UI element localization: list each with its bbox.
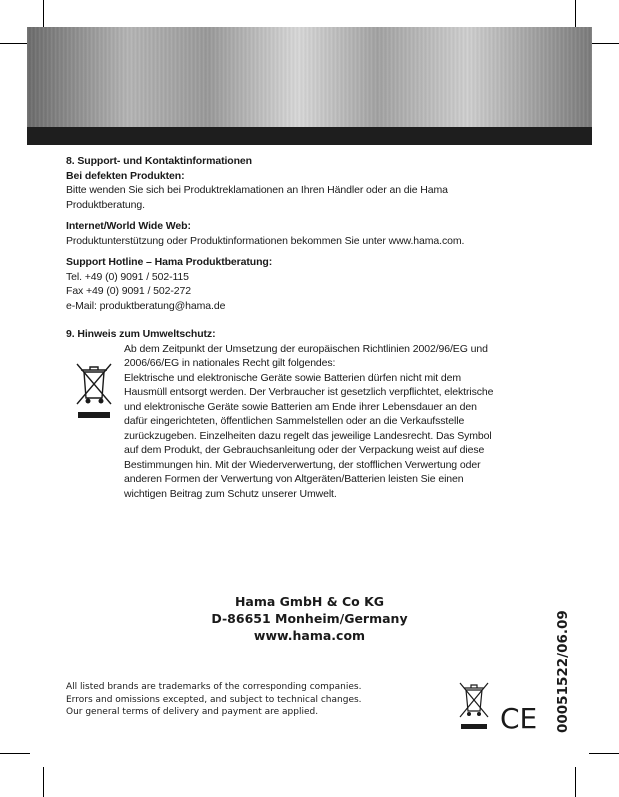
crossed-out-wheelie-bin-icon (458, 680, 490, 734)
environment-line: anderen Formen der Verwertung von Altgeräten/Batterien leisten Sie einen (124, 473, 464, 485)
environment-block (66, 342, 546, 502)
crop-mark (589, 43, 619, 44)
hotline-tel: Tel. +49 (0) 9091 / 502-115 (66, 270, 189, 283)
article-number: 00051522/06.09 (555, 610, 571, 733)
environment-line: wichtigen Beitrag zum Schutz unserer Umwelt. (124, 487, 337, 500)
environment-line: Ab dem Zeitpunkt der Umsetzung der europäischen Richtlinien 2002/96/EG und (124, 342, 488, 355)
legal-notes (66, 681, 426, 719)
legal-line-2: Errors and omissions excepted, and subject to technical changes. (66, 694, 362, 705)
crop-mark (43, 0, 44, 30)
crop-mark (589, 753, 619, 754)
web-title: Internet/World Wide Web: (66, 220, 191, 232)
environment-heading: 9. Hinweis zum Umweltschutz: (66, 328, 216, 340)
environment-line: und elektronische Geräte sowie Batterien am Ende ihrer Lebensdauer an den (124, 400, 477, 413)
environment-line: Elektrische und elektronische Geräte sowie Batterien dürfen nicht mit dem (124, 371, 462, 384)
crop-mark (43, 767, 44, 797)
ce-mark-icon (500, 703, 544, 731)
hotline-email: e-Mail: produktberatung@hama.de (66, 299, 226, 312)
crop-mark (575, 0, 576, 30)
brushed-metal-banner (27, 27, 592, 127)
environment-line: dafür eingerichteten, öffentlichen Sammelstellen oder an die Verkaufsstelle (124, 415, 465, 427)
company-website: www.hama.com (253, 628, 366, 643)
legal-line-3: Our general terms of delivery and payment are applied. (66, 707, 319, 717)
crossed-out-wheelie-bin-icon (74, 360, 114, 426)
support-heading: 8. Support- und Kontaktinformationen (66, 155, 252, 167)
company-name: Hama GmbH & Co KG (234, 594, 385, 609)
company-block (0, 593, 619, 644)
environment-line: auf dem Produkt, der Gebrauchsanleitung oder der Verpackung weist auf diese (124, 444, 485, 456)
legal-line-1: All listed brands are trademarks of the corresponding companies. (66, 682, 362, 692)
environment-line: Hausmüll entsorgt werden. Der Verbraucher ist gesetzlich verpflichtet, elektrische (124, 386, 494, 398)
company-address: D-86651 Monheim/Germany (211, 611, 408, 626)
hotline-fax: Fax +49 (0) 9091 / 502-272 (66, 285, 191, 297)
crop-mark (0, 753, 30, 754)
web-text: Produktunterstützung oder Produktinformationen bekommen Sie unter www.hama.com. (66, 234, 465, 247)
ce-mark-text: CE (500, 703, 538, 731)
environment-line: Bestimmungen hin. Mit der Wiederverwertung, der stofflichen Verwertung oder (124, 458, 481, 471)
main-content (66, 154, 546, 501)
defect-text-2: Produktberatung. (66, 198, 145, 211)
crop-mark (0, 43, 30, 44)
environment-line: 2006/66/EG in nationales Recht gilt folgendes: (124, 357, 336, 369)
banner-dark-bar (27, 127, 592, 145)
environment-line: zurückzugeben. Einzelheiten dazu regelt das jeweilige Landesrecht. Das Symbol (124, 429, 492, 442)
defect-title: Bei defekten Produkten: (66, 169, 185, 182)
crop-mark (575, 767, 576, 797)
hotline-title: Support Hotline – Hama Produktberatung: (66, 256, 273, 268)
defect-text-1: Bitte wenden Sie sich bei Produktreklamationen an Ihren Händler oder an die Hama (66, 184, 448, 196)
